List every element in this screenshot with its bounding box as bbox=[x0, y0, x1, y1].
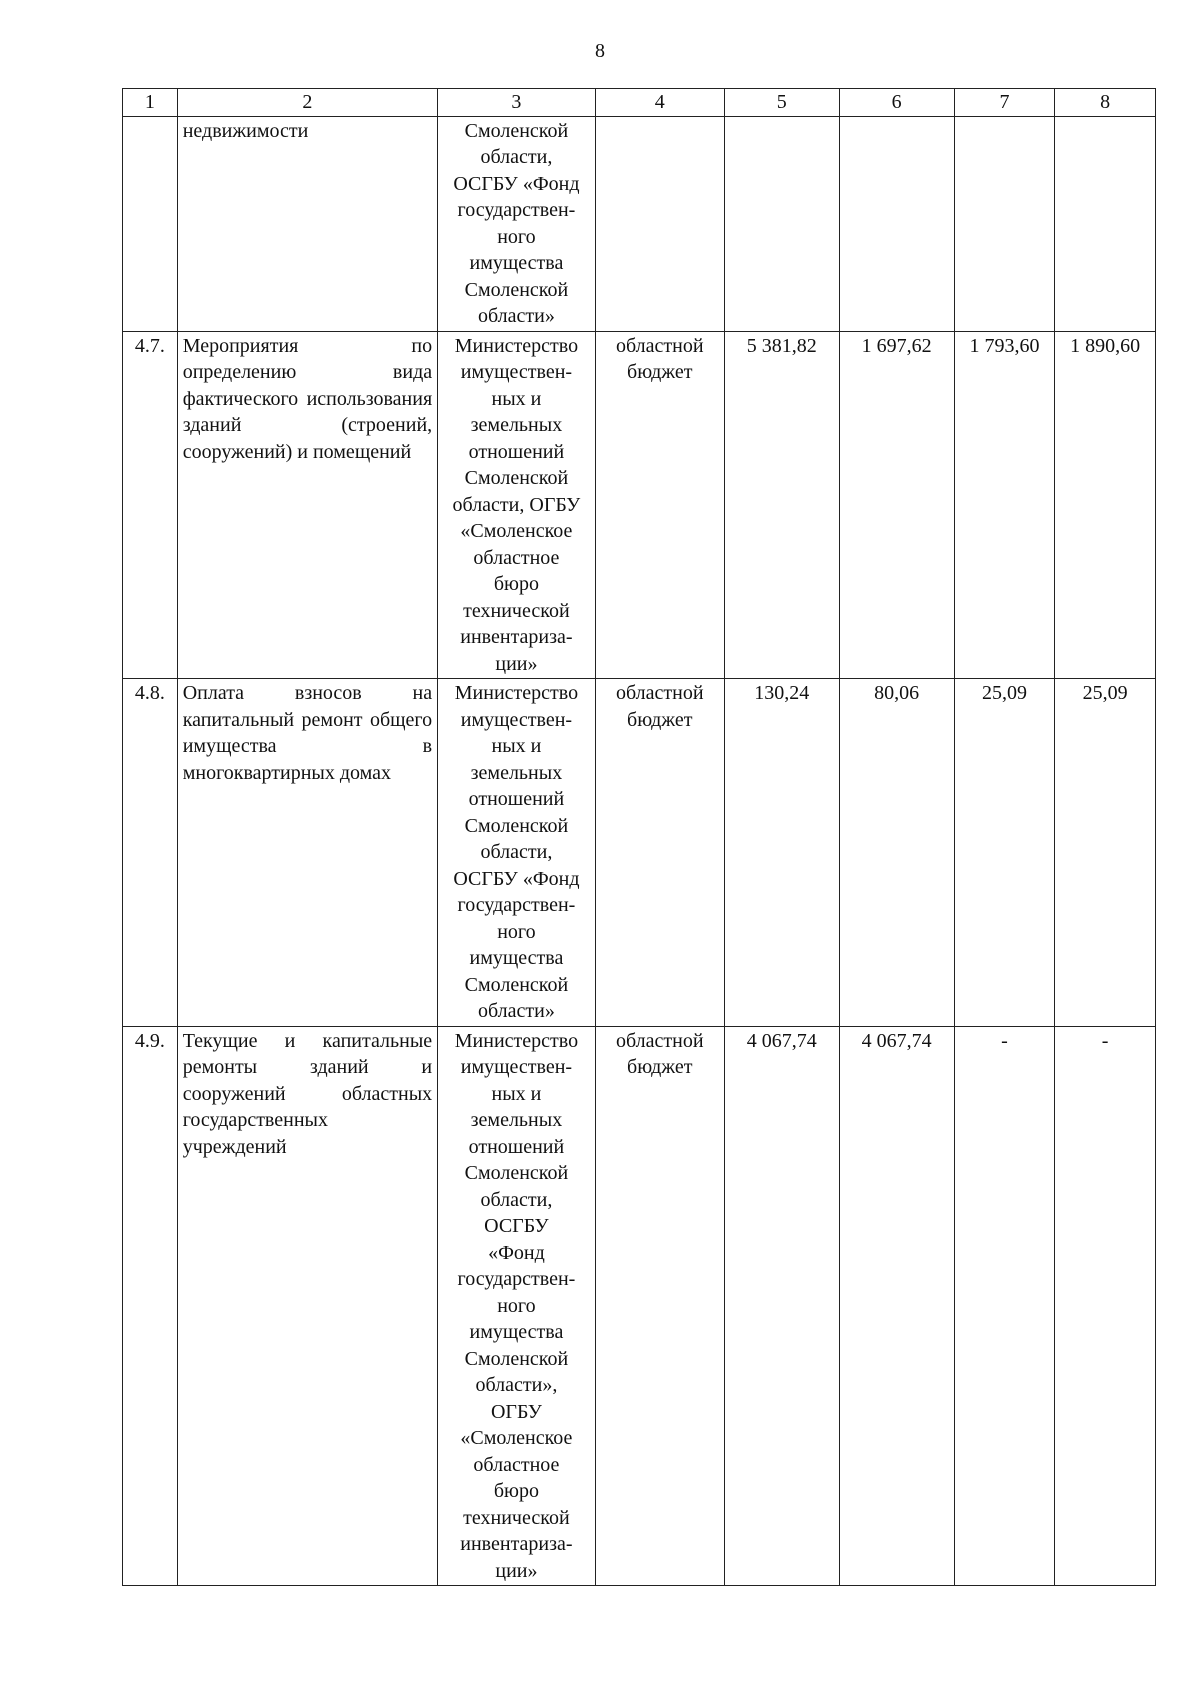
page-number: 8 bbox=[595, 40, 605, 62]
funding-source bbox=[595, 331, 724, 679]
year-1-amount: 4 067,74 bbox=[839, 1026, 954, 1586]
year-2-amount: 25,09 bbox=[954, 679, 1055, 1027]
total-amount bbox=[724, 116, 839, 331]
funding-source-text: областной бюджет bbox=[615, 334, 704, 383]
column-number-7: 7 bbox=[954, 89, 1055, 117]
table-row bbox=[123, 1026, 1156, 1586]
total-amount: 4 067,74 bbox=[724, 1026, 839, 1586]
column-number-3: 3 bbox=[438, 89, 596, 117]
activity-name-text: Мероприятия по определению вида фактического использования зданий (строений, сооружений) и помещений bbox=[182, 334, 433, 463]
total-amount: 130,24 bbox=[724, 679, 839, 1027]
year-3-amount: 25,09 bbox=[1055, 679, 1156, 1027]
activity-name-text: недвижимости bbox=[182, 119, 309, 142]
year-3-amount: 1 890,60 bbox=[1055, 331, 1156, 679]
funding-source bbox=[595, 679, 724, 1027]
column-number-4: 4 bbox=[595, 89, 724, 117]
executor-text: Смоленской области, ОСГБУ «Фонд государствен- ного имущества Смоленской области» bbox=[453, 119, 580, 327]
activity-name bbox=[177, 679, 437, 1027]
executor-text: Министерство имуществен- ных и земельных отношений Смоленской области, ОГБУ «Смоленское областное бюро технической инвентариза- ции» bbox=[452, 334, 581, 675]
column-number-2: 2 bbox=[177, 89, 437, 117]
row-number: 4.9. bbox=[123, 1026, 178, 1586]
activity-name-text: Оплата взносов на капитальный ремонт общего имущества в многоквартирных домах bbox=[182, 682, 433, 784]
activity-name bbox=[177, 116, 437, 331]
year-1-amount bbox=[839, 116, 954, 331]
activity-name bbox=[177, 331, 437, 679]
row-number: 4.8. bbox=[123, 679, 178, 1027]
funding-source-text: областной бюджет bbox=[615, 682, 704, 731]
year-1-amount: 80,06 bbox=[839, 679, 954, 1027]
table-row bbox=[123, 679, 1156, 1027]
executor bbox=[438, 679, 596, 1027]
program-table bbox=[122, 88, 1156, 1586]
activity-name-text: Текущие и капитальные ремонты зданий и сооружений областных государственных учреждений bbox=[182, 1029, 433, 1158]
row-number bbox=[123, 116, 178, 331]
executor bbox=[438, 116, 596, 331]
year-2-amount: 1 793,60 bbox=[954, 331, 1055, 679]
column-number-5: 5 bbox=[724, 89, 839, 117]
funding-source bbox=[595, 116, 724, 331]
funding-source-text: областной бюджет bbox=[615, 1029, 704, 1078]
executor bbox=[438, 1026, 596, 1586]
column-number-1: 1 bbox=[123, 89, 178, 117]
table-row bbox=[123, 116, 1156, 331]
funding-source bbox=[595, 1026, 724, 1586]
column-number-6: 6 bbox=[839, 89, 954, 117]
year-3-amount: - bbox=[1055, 1026, 1156, 1586]
executor-text: Министерство имуществен- ных и земельных отношений Смоленской области, ОСГБУ «Фонд государствен- ного имущества Смоленской области» bbox=[453, 682, 580, 1022]
activity-name bbox=[177, 1026, 437, 1586]
row-number: 4.7. bbox=[123, 331, 178, 679]
executor bbox=[438, 331, 596, 679]
table-header-row bbox=[123, 89, 1156, 117]
year-3-amount bbox=[1055, 116, 1156, 331]
total-amount: 5 381,82 bbox=[724, 331, 839, 679]
table-row bbox=[123, 331, 1156, 679]
executor-text: Министерство имуществен- ных и земельных отношений Смоленской области, ОСГБУ «Фонд государствен- ного имущества Смоленской области», ОГБУ «Смоленское областное бюро технической инвентариза- ции» bbox=[454, 1029, 579, 1582]
year-2-amount: - bbox=[954, 1026, 1055, 1586]
year-1-amount: 1 697,62 bbox=[839, 331, 954, 679]
year-2-amount bbox=[954, 116, 1055, 331]
column-number-8: 8 bbox=[1055, 89, 1156, 117]
